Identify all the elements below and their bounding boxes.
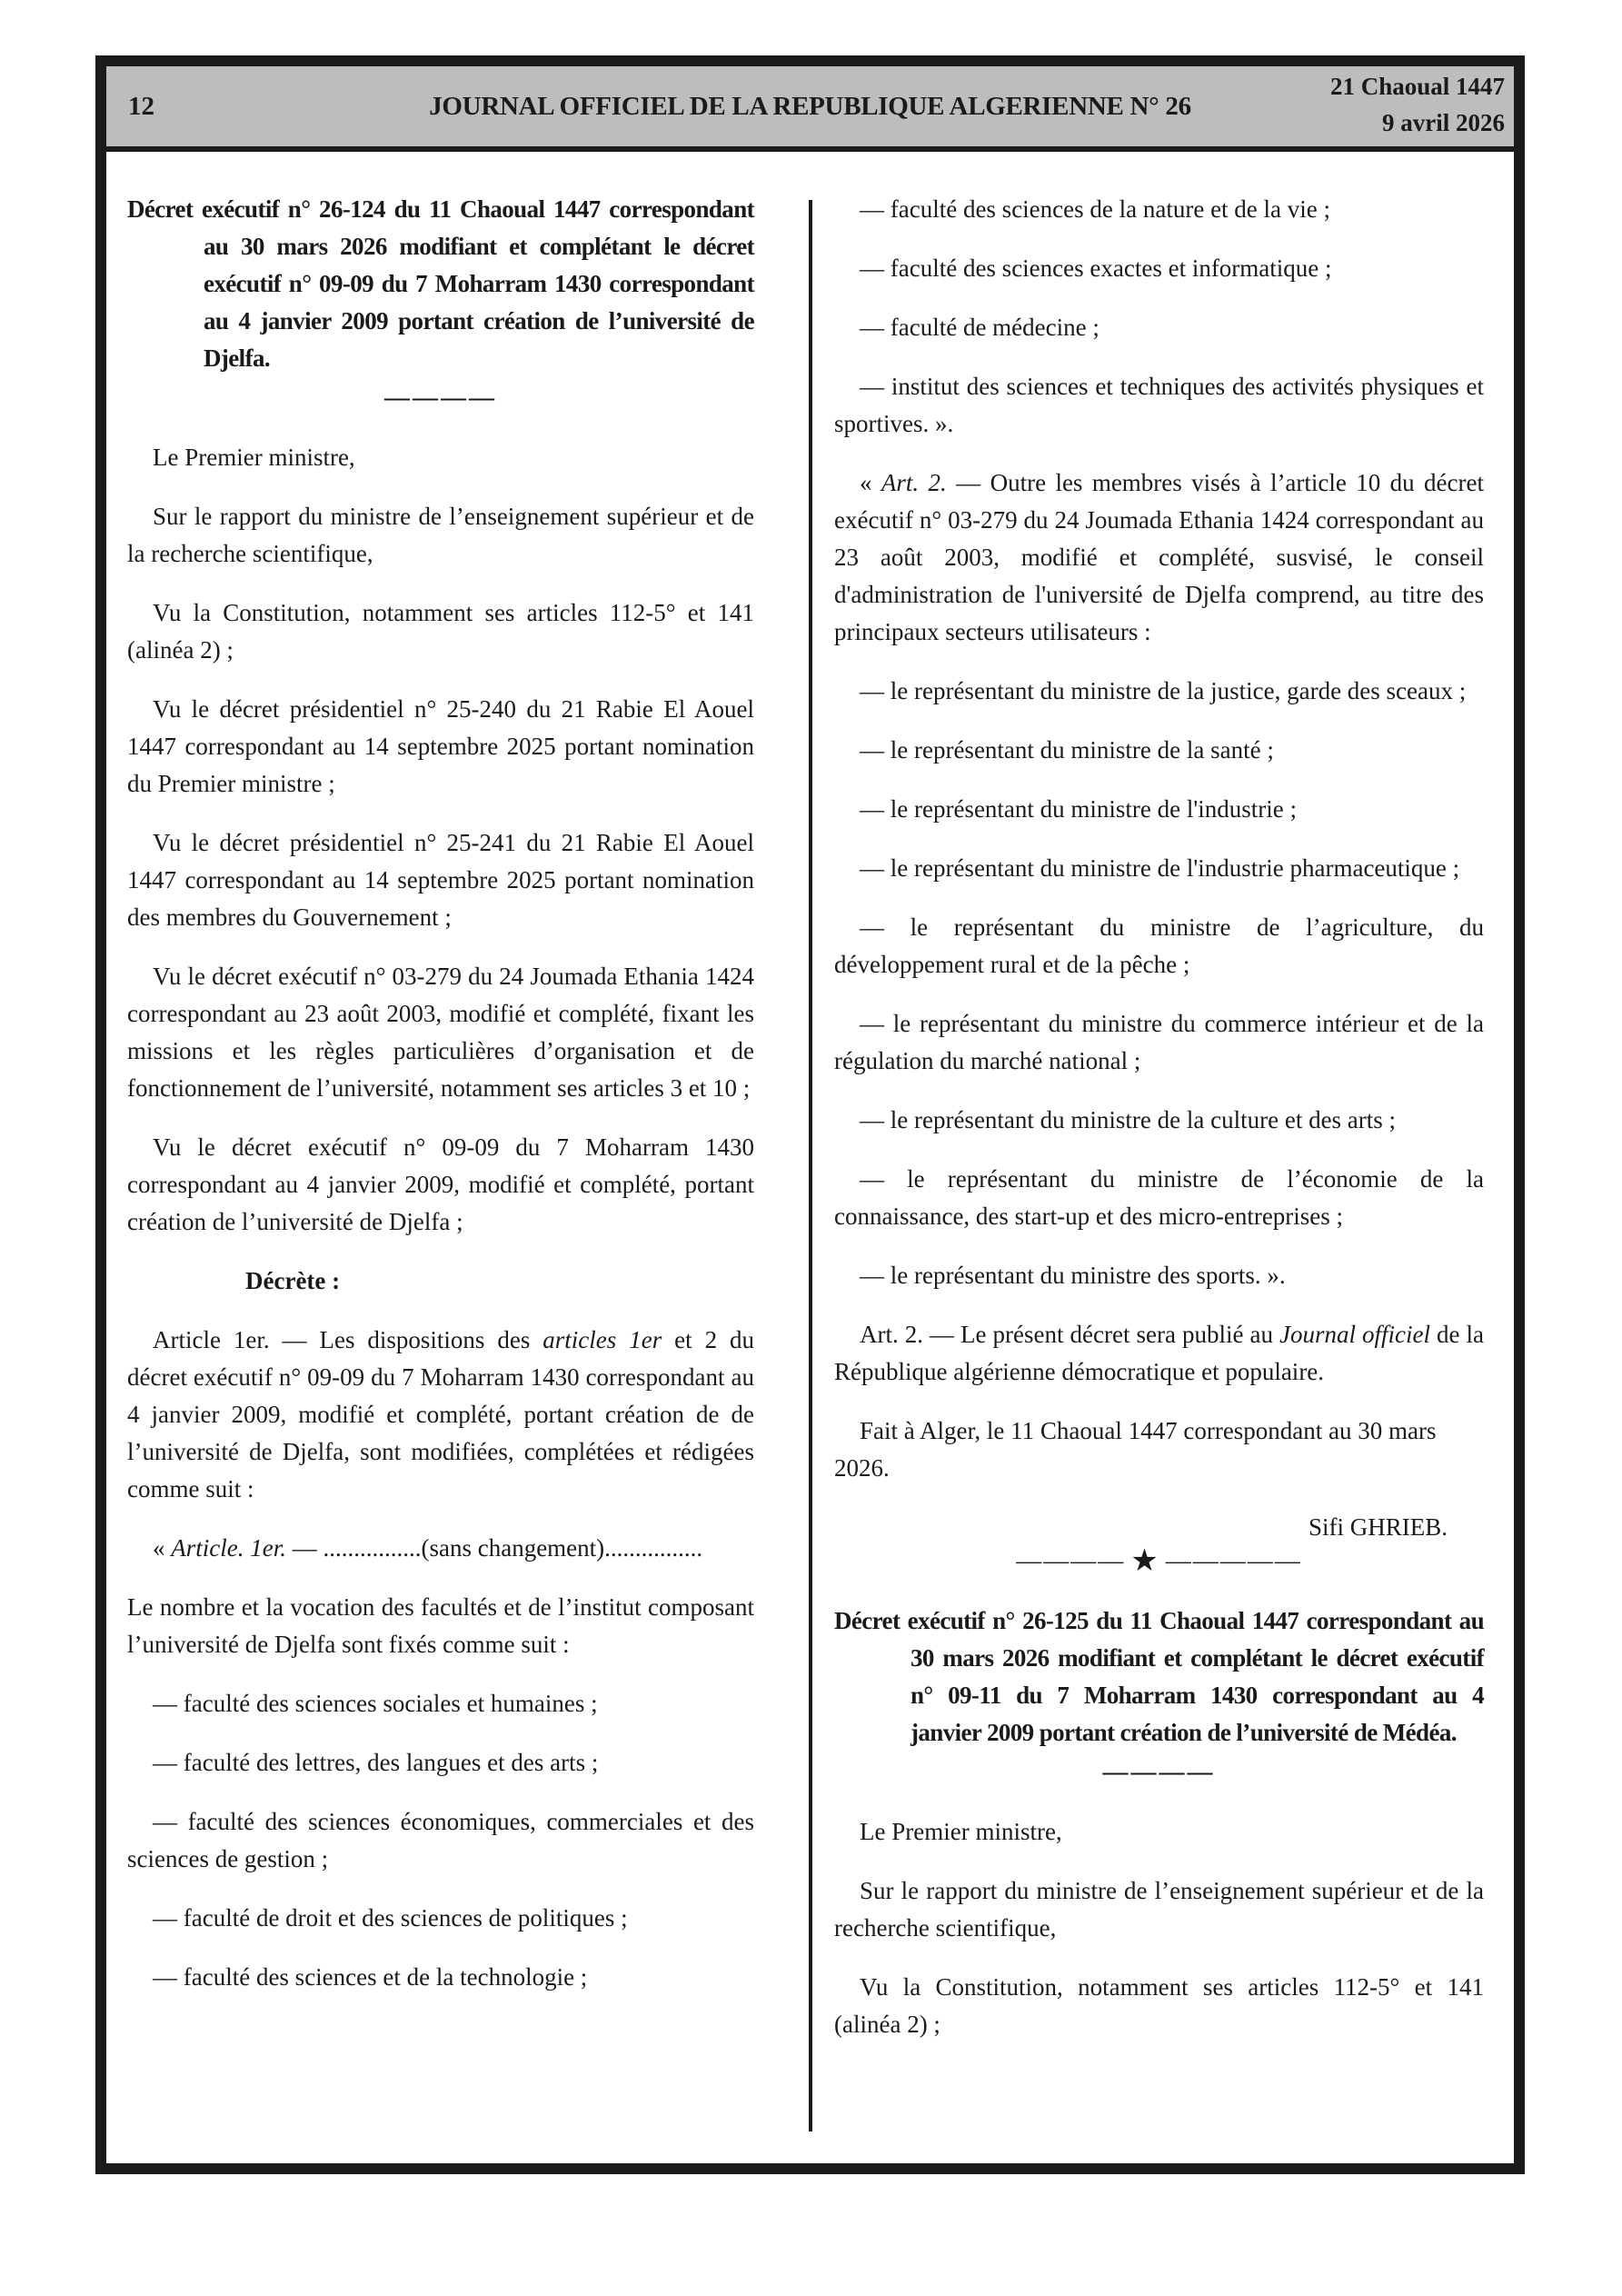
star-icon: ★ bbox=[1130, 1544, 1160, 1578]
visa-paragraph: Vu le décret exécutif n° 03-279 du 24 Joumada Ethania 1424 correspondant au 23 août 2003, modifié et complété, fixant les missions et les règles particulières d’organisation et de fonctionnement de l’université, notamment ses articles 3 et 10 ; bbox=[127, 963, 754, 1102]
preamble-premier: Le Premier ministre, bbox=[153, 444, 355, 471]
issue-date-hijri: 21 Chaoual 1447 bbox=[1329, 73, 1505, 100]
faculty-item: — institut des sciences et techniques des activités physiques et sportives. ». bbox=[834, 373, 1484, 437]
representative-item: — le représentant du ministre de l'industrie pharmaceutique ; bbox=[860, 854, 1460, 882]
journal-title: JOURNAL OFFICIEL DE LA REPUBLIQUE ALGERIENNE N° 26 bbox=[429, 92, 1191, 121]
article-1-quote: « Article. 1er. — ................(sans changement)................ bbox=[153, 1534, 703, 1562]
visa-paragraph: Vu la Constitution, notamment ses articles 112-5° et 141 (alinéa 2) ; bbox=[127, 599, 754, 664]
title-separator: ———— bbox=[1102, 1758, 1216, 1786]
title-separator: ———— bbox=[384, 384, 497, 412]
column-divider bbox=[809, 200, 812, 2131]
faculty-item: — faculté des sciences économiques, commerciales et des sciences de gestion ; bbox=[127, 1808, 754, 1872]
visa-paragraph: Vu le décret présidentiel n° 25-241 du 21 Rabie El Aouel 1447 correspondant au 14 septembre 2025 portant nomination des membres du Gouvernement ; bbox=[127, 829, 754, 931]
visa-paragraph: Vu le décret exécutif n° 09-09 du 7 Moharram 1430 correspondant au 4 janvier 2009, modifié et complété, portant création de l’université de Djelfa ; bbox=[127, 1133, 754, 1235]
journal-header bbox=[106, 66, 1514, 152]
faculty-item: — faculté des lettres, des langues et des arts ; bbox=[153, 1749, 599, 1776]
representative-item: — le représentant du ministre des sports. ». bbox=[860, 1262, 1286, 1289]
representative-item: — le représentant du ministre du commerce intérieur et de la régulation du marché national ; bbox=[834, 1010, 1484, 1074]
representative-item: — le représentant du ministre de la culture et des arts ; bbox=[860, 1106, 1397, 1133]
decree-separator: ———— ★ ————— bbox=[1016, 1544, 1302, 1578]
page-number: 12 bbox=[128, 92, 154, 121]
visa-paragraph: Sur le rapport du ministre de l’enseignement supérieur et de la recherche scientifique, bbox=[127, 503, 754, 567]
faculties-intro: Le nombre et la vocation des facultés et de l’institut composant l’université de Djelfa sont fixés comme suit : bbox=[127, 1593, 754, 1658]
right-column bbox=[834, 191, 1484, 2065]
signature: Sifi GHRIEB. bbox=[1308, 1513, 1448, 1541]
representative-item: — le représentant du ministre de l'industrie ; bbox=[860, 795, 1297, 823]
faculty-item: — faculté des sciences sociales et humaines ; bbox=[153, 1690, 598, 1717]
representative-item: — le représentant du ministre de la justice, garde des sceaux ; bbox=[860, 677, 1467, 704]
article-2: Art. 2. — Le présent décret sera publié au Journal officiel de la République algérienne démocratique et populaire. bbox=[834, 1321, 1484, 1385]
representative-item: — le représentant du ministre de l’agriculture, du développement rural et de la pêche ; bbox=[834, 913, 1484, 978]
faculty-item: — faculté des sciences exactes et informatique ; bbox=[860, 255, 1332, 282]
done-at: Fait à Alger, le 11 Chaoual 1447 correspondant au 30 mars 2026. bbox=[834, 1417, 1437, 1482]
article-2-quote: « Art. 2. — Outre les membres visés à l’article 10 du décret exécutif n° 03-279 du 24 Joumada Ethania 1424 correspondant au 23 août 2003, modifié et complété, susvisé, le conseil d'administration de l'université de Djelfa comprend, au titre des principaux secteurs utilisateurs : bbox=[834, 469, 1484, 645]
visa-paragraph: Vu le décret présidentiel n° 25-240 du 21 Rabie El Aouel 1447 correspondant au 14 septembre 2025 portant nomination du Premier ministre ; bbox=[127, 695, 754, 797]
faculty-item: — faculté de médecine ; bbox=[860, 314, 1100, 341]
issue-date-gregorian: 9 avril 2026 bbox=[1382, 109, 1505, 136]
visa-paragraph: Vu la Constitution, notamment ses articles 112-5° et 141 (alinéa 2) ; bbox=[834, 1973, 1484, 2038]
faculty-item: — faculté de droit et des sciences de politiques ; bbox=[153, 1904, 628, 1932]
faculty-item: — faculté des sciences de la nature et de la vie ; bbox=[860, 195, 1331, 223]
representative-item: — le représentant du ministre de la santé ; bbox=[860, 736, 1274, 764]
article-1: Article 1er. — Les dispositions des articles 1er et 2 du décret exécutif n° 09-09 du 7 Moharram 1430 correspondant au 4 janvier 2009, modifié et complété, portant création de de l’université de Djelfa, sont modifiées, complétées et rédigées comme suit : bbox=[127, 1326, 754, 1502]
left-column bbox=[127, 191, 754, 2018]
decree-title: Décret exécutif n° 26-125 du 11 Chaoual 1447 correspondant au 30 mars 2026 modifiant et complétant le décret exécutif n° 09-11 du 7 Moharram 1430 correspondant au 4 janvier 2009 portant création de l’université de Médéa. bbox=[834, 1607, 1484, 1746]
decree-title: Décret exécutif n° 26-124 du 11 Chaoual 1447 correspondant au 30 mars 2026 modifiant et complétant le décret exécutif n° 09-09 du 7 Moharram 1430 correspondant au 4 janvier 2009 portant création de l’université de Djelfa. bbox=[127, 195, 754, 372]
preamble-premier: Le Premier ministre, bbox=[860, 1818, 1062, 1845]
issue-date bbox=[1330, 68, 1505, 141]
decrete-heading: Décrète : bbox=[245, 1267, 341, 1294]
representative-item: — le représentant du ministre de l’économie de la connaissance, des start-up et des micro-entreprises ; bbox=[834, 1165, 1484, 1230]
visa-paragraph: Sur le rapport du ministre de l’enseignement supérieur et de la recherche scientifique, bbox=[834, 1877, 1484, 1942]
faculty-item: — faculté des sciences et de la technologie ; bbox=[153, 1963, 588, 1991]
